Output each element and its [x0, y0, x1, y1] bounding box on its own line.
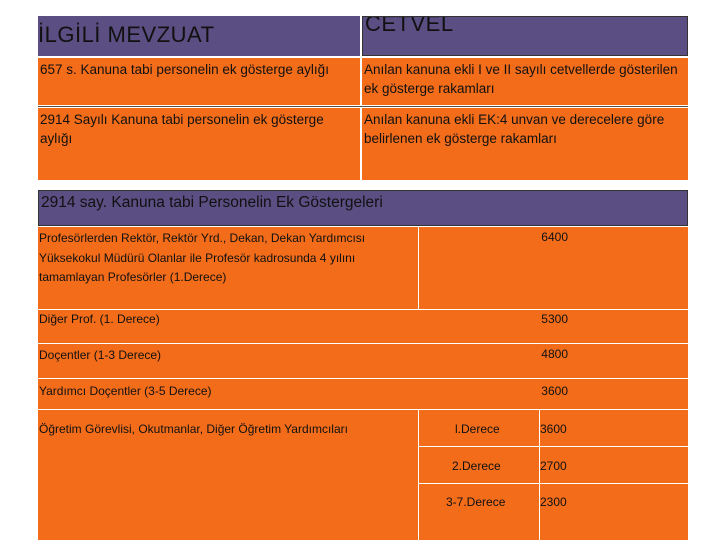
- row2-cetvel-text: Anılan kanuna ekli EK:4 unvan ve derecelere göre belirlenen ek gösterge rakamları: [364, 112, 665, 146]
- grade2-value: 2700: [540, 459, 567, 473]
- ek-row2-value: 5300: [541, 312, 568, 326]
- row2-mevzuat-cell: [38, 108, 360, 180]
- ek-row4-label: Yardımcı Doçentler (3-5 Derece): [39, 384, 212, 398]
- grade2-label: 2.Derece: [452, 459, 501, 473]
- header-cetvel-label: CETVEL: [365, 16, 454, 36]
- header-mevzuat-cell: [38, 16, 360, 56]
- row2-cetvel-cell: [362, 108, 688, 180]
- grade3-label: 3-7.Derece: [446, 495, 506, 509]
- row1-cetvel-text: Anılan kanuna ekli I ve II sayılı cetvellerde gösterilen ek gösterge rakamları: [364, 62, 678, 96]
- section-title: [38, 190, 688, 226]
- ek-row3-label: Doçentler (1-3 Derece): [39, 348, 162, 362]
- grade1-cell: [419, 410, 539, 446]
- ek-row3-value: 4800: [541, 347, 568, 361]
- ek-row4-value: 3600: [541, 384, 568, 398]
- ek-row5-label-cell: [38, 410, 418, 540]
- ek-row1-label-cell: [38, 227, 418, 309]
- row2-mevzuat-text: 2914 Sayılı Kanuna tabi personelin ek gösterge aylığı: [40, 112, 324, 146]
- ek-row1-label: Profesörlerden Rektör, Rektör Yrd., Dekan, Dekan Yardımcısı Yüksekokul Müdürü Olanlar ile Profesör kadrosunda 4 yılını tamamlayan Profesörler (1.Derece): [39, 231, 366, 284]
- grade1-label: l.Derece: [455, 422, 500, 436]
- ek-row2-label: Diğer Prof. (1. Derece): [39, 312, 160, 326]
- grade1-value: 3600: [540, 422, 567, 436]
- top-row-divider: [38, 106, 688, 107]
- row1-cetvel-cell: [362, 58, 688, 105]
- grade3-value: 2300: [540, 495, 567, 509]
- ek-row2-cell: [38, 310, 688, 343]
- ek-row5-label: Öğretim Görevlisi, Okutmanlar, Diğer Öğretim Yardımcıları: [39, 422, 348, 436]
- grade3-cell: [419, 484, 539, 540]
- header-cetvel-cell: [362, 16, 688, 56]
- row1-mevzuat-cell: [38, 58, 360, 105]
- ek-row4-cell: [38, 379, 688, 409]
- row1-mevzuat-text: 657 s. Kanuna tabi personelin ek gösterge aylığı: [40, 62, 329, 77]
- grade2-cell: [419, 447, 539, 483]
- ek-row1-value: 6400: [541, 230, 568, 244]
- grade1-value-cell: [540, 410, 688, 446]
- ek-row1-value-cell: [419, 227, 688, 309]
- ek-row3-cell: [38, 344, 688, 378]
- header-mevzuat-label: İLGİLİ MEVZUAT: [38, 22, 215, 47]
- grade3-value-cell: [540, 484, 688, 540]
- grade2-value-cell: [540, 447, 688, 483]
- section-title-text: 2914 say. Kanuna tabi Personelin Ek Göstergeleri: [41, 194, 383, 211]
